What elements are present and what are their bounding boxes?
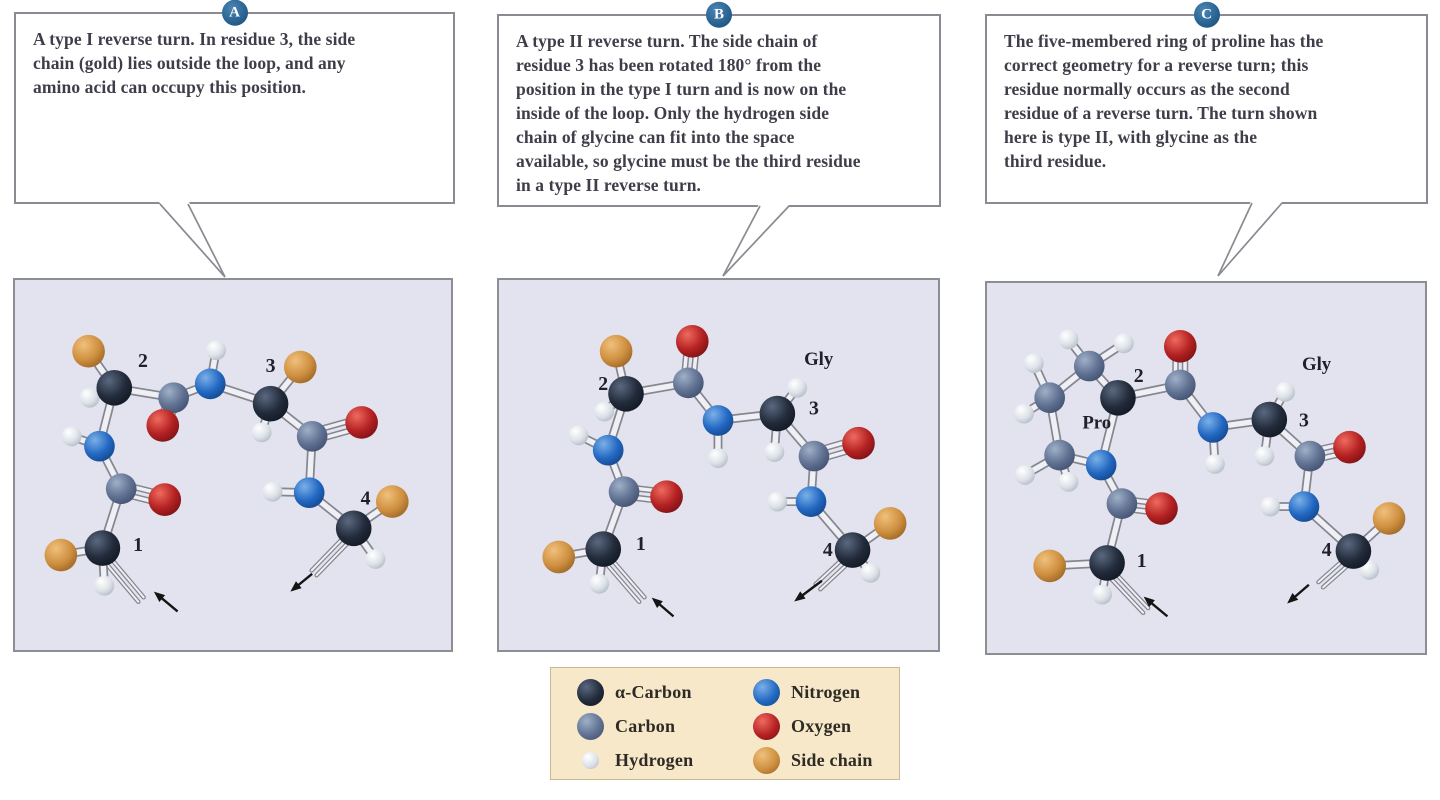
callout-text-c: The five-membered ring of proline has the correct geometry for a reverse turn; this residue normally occurs as the second residue of a reverse turn. The turn shown here is type II, with glycine as the third residue. [1004, 31, 1324, 171]
direction-arrow [154, 592, 178, 612]
atom-O [1164, 330, 1197, 363]
residue-label-4: 4 [822, 539, 833, 562]
atom-H [860, 563, 880, 583]
atom-N [1198, 412, 1229, 443]
atom-aC [336, 511, 372, 547]
atom-H [1260, 497, 1280, 517]
legend-label: α-Carbon [615, 681, 692, 702]
atom-aC [1089, 545, 1125, 581]
callout-box-c [985, 6, 1428, 204]
molecule-panel-type-ii [497, 278, 940, 652]
atom-O [345, 406, 378, 439]
atom-C [609, 476, 640, 507]
atom-aC [253, 386, 289, 422]
residue-label-1: 1 [1136, 549, 1147, 572]
atom-N [294, 477, 325, 508]
atom-C [106, 473, 137, 504]
atom-H [94, 576, 114, 596]
atom-H [1092, 585, 1112, 605]
atom-N [593, 435, 624, 466]
atom-C [673, 368, 704, 399]
residue-label-2: 2 [1133, 364, 1144, 387]
legend-swatch-C [577, 713, 604, 740]
atom-S [1373, 502, 1406, 535]
molecule-panel-proline [985, 281, 1427, 655]
callout-tail-a [159, 202, 225, 277]
atom-H [765, 442, 785, 462]
residue-label-3: 3 [265, 355, 276, 378]
atom-H [589, 574, 609, 594]
atom-aC [96, 370, 132, 406]
residue-label-4: 4 [360, 487, 371, 510]
atom-H [62, 426, 82, 446]
atom-H [1114, 333, 1134, 353]
atom-H [569, 425, 589, 445]
residue-label-1: 1 [635, 533, 646, 556]
callout-text-a: A type I reverse turn. In residue 3, the side chain (gold) lies outside the loop, and any amino acid can occupy this position. [33, 29, 356, 97]
molecule-panel-type-i [13, 278, 453, 652]
atom-C [1034, 382, 1065, 413]
molecule-proline-type-II-reverse-turn [987, 283, 1425, 653]
atom-N [1289, 491, 1320, 522]
atom-aC [608, 376, 644, 412]
atom-N [195, 369, 226, 400]
atom-C [1165, 370, 1196, 401]
direction-arrow [1287, 585, 1309, 604]
callout-tail-c [1218, 201, 1283, 276]
atom-O [1145, 492, 1178, 525]
atom-H [206, 340, 226, 360]
atom-H [1059, 472, 1079, 492]
legend-label: Hydrogen [615, 749, 694, 770]
atom-N [703, 405, 734, 436]
atom-aC [585, 531, 621, 567]
atom-H [1275, 382, 1295, 402]
residue-label-2: 2 [138, 350, 148, 373]
legend-label: Carbon [615, 715, 676, 736]
legend-item-N [753, 678, 903, 706]
atom-H [787, 378, 807, 398]
legend-grid [551, 668, 899, 774]
atom-S [874, 507, 907, 540]
atom-aC [1100, 380, 1136, 416]
atom-H [1024, 353, 1044, 373]
residue-label-2: 2 [598, 372, 609, 395]
atom-C [1044, 440, 1075, 471]
atom-H [1254, 446, 1274, 466]
residue-label-3: 3 [1298, 409, 1309, 432]
residue-label-1: 1 [133, 534, 143, 557]
atom-H [708, 448, 728, 468]
callout-tail-b [723, 204, 790, 276]
legend-item-H [577, 746, 753, 774]
atom-aC [835, 532, 871, 568]
atom-N [796, 486, 827, 517]
atom-N [84, 431, 115, 462]
atom-S [45, 539, 78, 572]
legend-label: Side chain [791, 749, 873, 770]
legend-label: Nitrogen [791, 681, 861, 702]
callout-badge-b: B [706, 2, 732, 28]
legend-item-S [753, 746, 903, 774]
atom-H [366, 549, 386, 569]
residue-label-4: 4 [1321, 539, 1332, 562]
atoms [542, 325, 906, 594]
legend-swatch-aC [577, 679, 604, 706]
atom-H [767, 492, 787, 512]
atom-O [650, 480, 683, 513]
direction-arrow [290, 574, 312, 592]
atom-C [1074, 351, 1105, 382]
callout-badge-c: C [1194, 2, 1220, 28]
atom-H [1014, 404, 1034, 424]
atom-H [80, 388, 100, 408]
atom-S [1033, 550, 1066, 583]
direction-arrow [794, 581, 822, 602]
molecule-type-II-reverse-turn [499, 280, 938, 650]
callout-text-b: A type II reverse turn. The side chain of residue 3 has been rotated 180° from the position in the type I turn and is now on the inside of the loop. Only the hydrogen side chain of glycine can fit into the space available, so glycine must be the third residue in a type II reverse turn. [516, 31, 861, 195]
atom-H [1059, 329, 1079, 349]
atom-aC [760, 396, 796, 432]
legend-item-C [577, 712, 753, 740]
legend-swatch-N [753, 679, 780, 706]
legend-swatch-O [753, 713, 780, 740]
atom-S [284, 351, 317, 384]
atom-O [842, 427, 875, 460]
atom-S [600, 335, 633, 368]
atom-aC [1336, 533, 1372, 569]
atom-aC [85, 530, 121, 566]
atom-S [72, 335, 105, 368]
direction-arrow [652, 598, 674, 617]
atom-S [376, 485, 409, 518]
legend-swatch-H [582, 752, 599, 769]
atom-O [1333, 431, 1366, 464]
atom-H [1205, 454, 1225, 474]
bonds [1024, 339, 1389, 612]
atom-O [148, 483, 181, 516]
residue-label-3: 3 [809, 397, 819, 420]
atom-C [158, 382, 189, 413]
atom-C [1107, 488, 1138, 519]
atom-C [1295, 441, 1326, 472]
legend-item-aC [577, 678, 753, 706]
atom-H [252, 422, 272, 442]
residue-label-gly: Gly [804, 349, 834, 371]
atom-O [146, 409, 179, 442]
callout-badge-a: A [222, 0, 248, 26]
legend-item-O [753, 712, 903, 740]
atom-C [799, 441, 830, 472]
molecule-type-I-reverse-turn [15, 280, 451, 650]
atom-C [297, 421, 328, 452]
residue-label-gly: Gly [1301, 354, 1332, 376]
atom-H [263, 482, 283, 502]
legend-swatch-S [753, 747, 780, 774]
atom-S [542, 541, 575, 574]
callout-box-b [497, 6, 941, 207]
atom-H [594, 402, 614, 422]
atom-H [1015, 465, 1035, 485]
legend-label: Oxygen [791, 715, 852, 736]
atom-color-legend [550, 667, 900, 780]
atom-O [676, 325, 709, 358]
atom-N [1086, 450, 1117, 481]
residue-label-pro: Pro [1082, 412, 1112, 434]
atom-aC [1252, 402, 1288, 438]
callout-box-a [14, 4, 455, 204]
